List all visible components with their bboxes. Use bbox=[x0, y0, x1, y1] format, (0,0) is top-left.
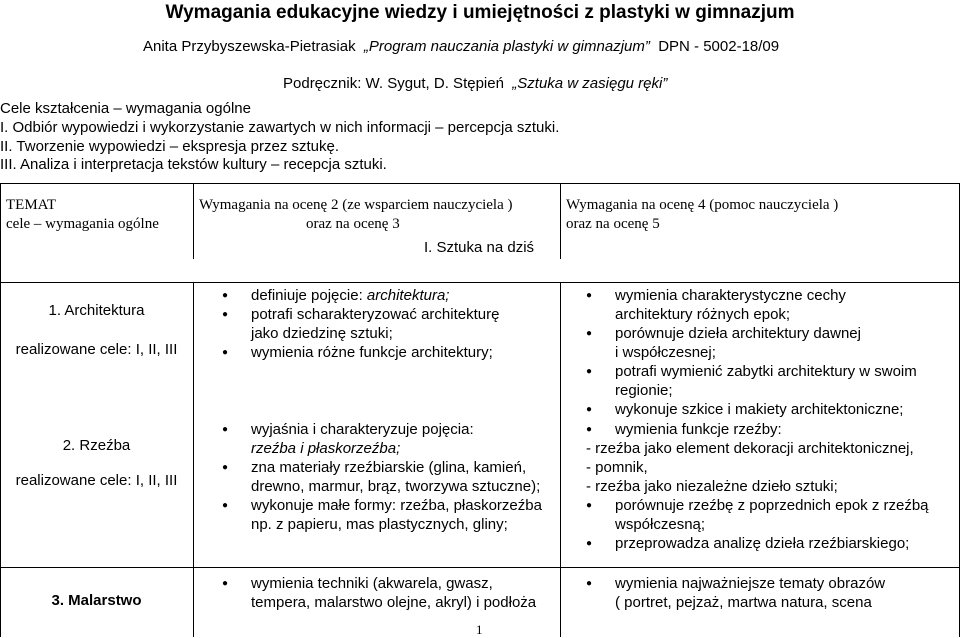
col-divider-2-bottom bbox=[560, 282, 561, 637]
list-item: ● potrafi wymienić zabytki architektury w swoim regionie; bbox=[586, 362, 917, 400]
row1-topic: 1. Architektura bbox=[48, 302, 145, 319]
col-divider-2-top bbox=[560, 183, 561, 259]
list-item: ● zna materiały rzeźbiarskie (glina, kamień, drewno, marmur, brąz, tworzywa sztuczne); bbox=[222, 458, 542, 496]
author-line bbox=[143, 38, 779, 55]
list-item: ● potrafi scharakteryzować architekturę jako dziedzinę sztuki; bbox=[222, 305, 499, 343]
goals-heading: Cele kształcenia – wymagania ogólne bbox=[0, 100, 251, 117]
col-divider-1-top bbox=[193, 183, 194, 259]
row1-grade-2-3-list bbox=[222, 286, 499, 362]
program-title: „Program nauczania plastyki w gimnazjum” bbox=[363, 38, 650, 55]
header-grade-2-3-line2: oraz na ocenę 3 bbox=[306, 216, 400, 232]
section-title: I. Sztuka na dziś bbox=[424, 239, 535, 256]
goal-item-1: I. Odbiór wypowiedzi i wykorzystanie zawartych w nich informacji – percepcja sztuki. bbox=[0, 119, 560, 136]
row2-grade-4-5-list bbox=[586, 420, 929, 553]
row3-grade-4-5-list bbox=[586, 574, 885, 612]
goal-item-2: II. Tworzenie wypowiedzi – ekspresja przez sztukę. bbox=[0, 138, 340, 155]
header-grade-2-3-line1: Wymagania na ocenę 2 (ze wsparciem nauczyciela ) bbox=[199, 197, 513, 213]
author-name: Anita Przybyszewska-Pietrasiak bbox=[143, 38, 356, 55]
table-row-border bbox=[0, 567, 960, 568]
list-item: ● wymienia techniki (akwarela, gwasz, tempera, malarstwo olejne, akryl) i podłoża bbox=[222, 574, 536, 612]
row1-grade-4-5-list bbox=[586, 286, 917, 419]
row2-goals: realizowane cele: I, II, III bbox=[15, 472, 178, 489]
goal-item-3: III. Analiza i interpretacja tekstów kultury – recepcja sztuki. bbox=[0, 156, 387, 173]
list-item: ● wymienia charakterystyczne cechy architektury różnych epok; bbox=[586, 286, 917, 324]
row1-goals: realizowane cele: I, II, III bbox=[15, 341, 178, 358]
list-item: ● wymienia funkcje rzeźby: bbox=[586, 420, 929, 439]
header-grade-4-5 bbox=[566, 196, 838, 234]
list-item: - pomnik, bbox=[586, 459, 648, 476]
list-item: ● definiuje pojęcie: architektura; bbox=[222, 286, 499, 305]
page-number: 1 bbox=[476, 622, 483, 637]
list-item: - rzeźba jako element dekoracji architektonicznej, bbox=[586, 440, 914, 457]
list-item: ● porównuje rzeźbę z poprzednich epok z rzeźbą współczesną; bbox=[586, 496, 929, 534]
row3-topic: 3. Malarstwo bbox=[51, 592, 142, 609]
page-title: Wymagania edukacyjne wiedzy i umiejętności z plastyki w gimnazjum bbox=[165, 2, 795, 23]
table-left-border bbox=[0, 183, 1, 637]
header-grade-4-5-line1: Wymagania na ocenę 4 (pomoc nauczyciela ) bbox=[566, 197, 839, 213]
table-header-border bbox=[0, 282, 960, 283]
list-item: ● wyjaśnia i charakteryzuje pojęcia: rzeźba i płaskorzeźba; bbox=[222, 420, 542, 458]
row2-topic: 2. Rzeźba bbox=[62, 437, 131, 454]
list-item: ● wymienia najważniejsze tematy obrazów ( portret, pejzaż, martwa natura, scena bbox=[586, 574, 885, 612]
list-item: ● przeprowadza analizę dzieła rzeźbiarskiego; bbox=[586, 534, 929, 553]
list-item: - rzeźba jako niezależne dzieło sztuki; bbox=[586, 478, 838, 495]
col-divider-1-bottom bbox=[193, 282, 194, 637]
table-top-border bbox=[0, 183, 960, 184]
list-item: ● porównuje dzieła architektury dawnej i współczesnej; bbox=[586, 324, 917, 362]
list-item: ● wykonuje małe formy: rzeźba, płaskorzeźba np. z papieru, mas plastycznych, gliny; bbox=[222, 496, 542, 534]
textbook-line bbox=[283, 75, 667, 92]
header-topic-line1: TEMAT bbox=[6, 197, 56, 213]
list-item: ● wykonuje szkice i makiety architektoniczne; bbox=[586, 400, 917, 419]
program-code: DPN - 5002-18/09 bbox=[658, 38, 780, 55]
row2-grade-2-3-list bbox=[222, 420, 542, 534]
header-topic bbox=[6, 196, 159, 234]
header-topic-line2: cele – wymagania ogólne bbox=[6, 216, 159, 232]
header-grade-4-5-line2: oraz na ocenę 5 bbox=[566, 216, 660, 232]
header-grade-2-3 bbox=[199, 196, 513, 234]
textbook-title: „Sztuka w zasięgu ręki” bbox=[512, 75, 668, 92]
row3-grade-2-3-list bbox=[222, 574, 536, 612]
list-item: ● wymienia różne funkcje architektury; bbox=[222, 343, 499, 362]
textbook-prefix: Podręcznik: W. Sygut, D. Stępień bbox=[283, 75, 504, 92]
